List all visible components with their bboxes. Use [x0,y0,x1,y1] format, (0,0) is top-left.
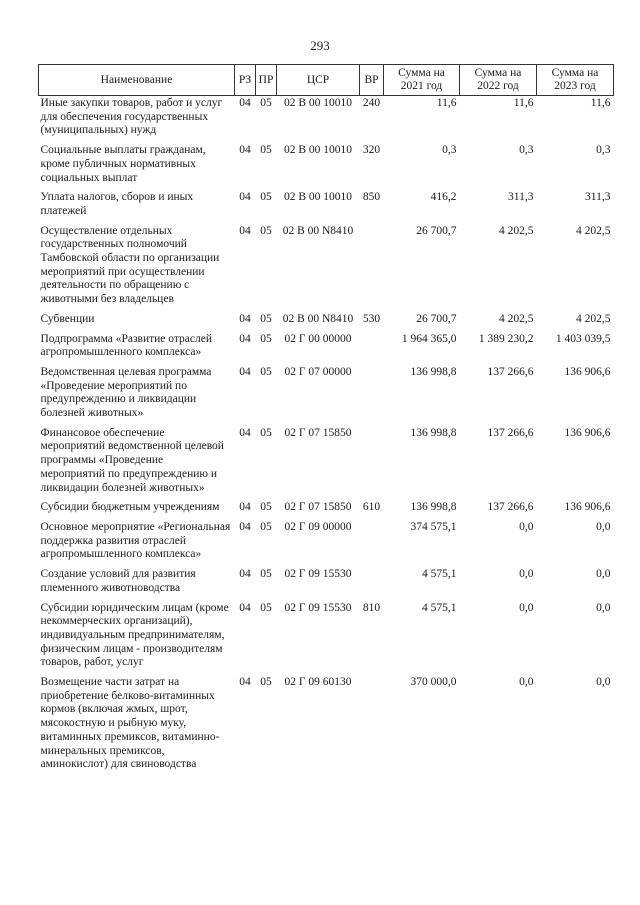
row-pr: 05 [260,501,272,514]
row-sum-2021: 1 964 365,0 [401,332,457,345]
row-name: Финансовое обеспечение мероприятий ведомственной целевой программы «Проведение мероприятий по предупреждению и ликвидации болезней животных» [40,426,224,494]
header-sum-2023: Сумма на 2023 год [537,65,614,96]
table-row [39,500,614,520]
row-rz: 04 [239,520,251,533]
table-row [39,143,614,190]
row-name: Основное мероприятие «Региональная поддержка развития отраслей агропромышленного комплекса» [40,520,231,561]
row-vr: 320 [362,144,381,157]
row-name: Субвенции [40,312,95,325]
row-sum-2023: 0,0 [596,601,611,614]
row-pr: 05 [260,312,272,325]
row-sum-2022: 137 266,6 [487,426,534,439]
row-sum-2021: 4 575,1 [422,601,457,614]
row-sum-2023: 0,0 [596,520,611,533]
row-csr: 02 Г 09 00000 [284,520,352,533]
row-sum-2023: 0,3 [596,144,611,157]
row-csr: 02 Г 07 00000 [284,365,352,378]
row-pr: 05 [260,97,272,109]
row-pr: 05 [260,365,272,378]
row-csr: 02 Г 07 15850 [284,426,352,439]
row-sum-2022: 0,3 [519,144,534,157]
row-vr: 530 [362,312,381,325]
row-pr: 05 [260,332,272,345]
row-pr: 05 [260,676,272,689]
row-vr [360,567,384,600]
table-row [39,520,614,567]
row-vr [360,520,384,567]
row-sum-2022: 4 202,5 [499,224,534,237]
row-csr: 02 Г 09 60130 [284,676,352,689]
row-pr: 05 [260,224,272,237]
row-name: Уплата налогов, сборов и иных платежей [40,191,194,217]
row-sum-2022: 0,0 [519,601,534,614]
header-vr: ВР [360,65,384,96]
page-number: 293 [310,38,330,53]
row-vr: 850 [362,191,381,204]
row-csr: 02 В 00 N8410 [282,224,354,237]
row-sum-2023: 4 202,5 [576,312,611,325]
row-sum-2023: 11,6 [590,97,611,109]
row-vr: 240 [362,97,381,109]
row-pr: 05 [260,520,272,533]
header-csr: ЦСР [277,65,360,96]
row-rz: 04 [239,332,251,345]
row-sum-2023: 311,3 [585,191,611,204]
row-csr: 02 Г 07 15850 [284,501,352,514]
row-sum-2023: 136 906,6 [564,501,611,514]
row-pr: 05 [260,426,272,439]
row-sum-2021: 26 700,7 [416,312,457,325]
row-rz: 04 [239,501,251,514]
row-sum-2021: 4 575,1 [422,568,457,581]
row-sum-2023: 136 906,6 [564,365,611,378]
row-sum-2023: 4 202,5 [576,224,611,237]
row-sum-2023: 1 403 039,5 [555,332,611,345]
row-sum-2022: 0,0 [519,676,534,689]
row-sum-2022: 311,3 [508,191,534,204]
row-sum-2021: 26 700,7 [416,224,457,237]
table-row [39,675,614,777]
row-sum-2023: 0,0 [596,568,611,581]
row-sum-2021: 416,2 [430,191,457,204]
row-name: Создание условий для развития племенного животноводства [40,568,196,594]
row-vr [360,675,384,777]
header-sum-2022: Сумма на 2022 год [460,65,537,96]
table-row [39,332,614,365]
table-row [39,190,614,223]
row-pr: 05 [260,144,272,157]
header-pr: ПР [256,65,277,96]
row-vr [360,224,384,312]
row-rz: 04 [239,97,251,109]
row-rz: 04 [239,601,251,614]
row-sum-2023: 136 906,6 [564,426,611,439]
row-rz: 04 [239,676,251,689]
row-csr: 02 Г 09 15530 [284,568,352,581]
row-csr: 02 В 00 N8410 [282,312,354,325]
row-sum-2021: 136 998,8 [410,501,457,514]
row-rz: 04 [239,568,251,581]
row-pr: 05 [260,568,272,581]
row-name: Субсидии бюджетным учреждениям [40,501,220,514]
row-name: Осуществление отдельных государственных полномочий Тамбовской области по организации мероприятий при осуществлении деятельности по обращению с животными без владельцев [40,224,220,306]
row-name: Иные закупки товаров, работ и услуг для обеспечения государственных (муниципальных) нужд [40,97,223,137]
row-rz: 04 [239,224,251,237]
row-rz: 04 [239,191,251,204]
row-sum-2021: 374 575,1 [410,520,457,533]
row-rz: 04 [239,144,251,157]
table-row [39,365,614,426]
table-row [39,96,614,144]
row-sum-2021: 370 000,0 [410,676,457,689]
row-sum-2022: 0,0 [519,520,534,533]
header-sum-2021: Сумма на 2021 год [384,65,460,96]
row-sum-2021: 136 998,8 [410,426,457,439]
budget-table [38,64,614,777]
row-pr: 05 [260,191,272,204]
row-csr: 02 В 00 10010 [283,144,353,157]
row-rz: 04 [239,312,251,325]
row-name: Возмещение части затрат на приобретение белково-витаминных кормов (включая жмых, шрот, мясокостную и рыбную муку, витаминных премиксов, витаминно-минеральных премиксов, аминокислот) для свиноводства [40,676,220,771]
row-vr: 810 [362,601,381,614]
row-vr: 610 [362,501,381,514]
row-pr: 05 [260,601,272,614]
row-name: Социальные выплаты гражданам, кроме публичных нормативных социальных выплат [40,144,206,184]
row-vr [360,332,384,365]
row-csr: 02 Г 09 15530 [284,601,352,614]
table-header-row [39,65,614,96]
row-csr: 02 В 00 10010 [283,191,353,204]
row-vr [360,426,384,501]
row-sum-2022: 0,0 [519,568,534,581]
row-sum-2021: 11,6 [436,97,457,109]
row-sum-2022: 1 389 230,2 [478,332,534,345]
row-name: Подпрограмма «Развитие отраслей агропромышленного комплекса» [40,332,213,359]
row-sum-2023: 0,0 [596,676,611,689]
row-csr: 02 Г 00 00000 [284,332,352,345]
row-sum-2021: 0,3 [442,144,457,157]
table-row [39,567,614,600]
row-vr [360,365,384,426]
header-rz: РЗ [235,65,256,96]
table-row [39,426,614,501]
row-sum-2022: 4 202,5 [499,312,534,325]
row-name: Субсидии юридическим лицам (кроме некоммерческих организаций), индивидуальным предпринимателям, физическим лицам - производителям товаров, работ, услуг [40,601,229,669]
row-rz: 04 [239,365,251,378]
table-row [39,224,614,312]
row-sum-2022: 11,6 [513,97,534,109]
row-sum-2022: 137 266,6 [487,501,534,514]
header-name: Наименование [39,65,235,96]
row-csr: 02 В 00 10010 [283,97,353,109]
row-name: Ведомственная целевая программа «Проведение мероприятий по предупреждению и ликвидации болезней животных» [40,365,212,420]
table-row [39,312,614,332]
row-sum-2021: 136 998,8 [410,365,457,378]
table-row [39,601,614,676]
row-sum-2022: 137 266,6 [487,365,534,378]
row-rz: 04 [239,426,251,439]
